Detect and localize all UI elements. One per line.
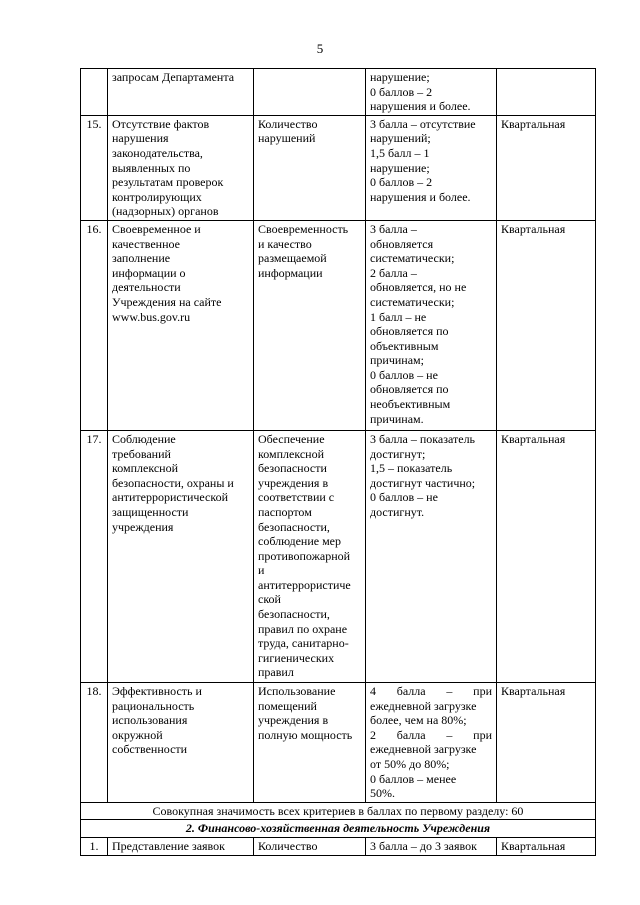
cell-line: 3 балла – отсутствие <box>370 116 476 131</box>
cell-line: Своевременность <box>258 221 349 236</box>
cell-line: собственности <box>112 742 188 757</box>
cell-line: Учреждения на сайте <box>112 294 222 309</box>
cell-line: (надзорных) органов <box>112 204 219 219</box>
cell-line: и <box>258 563 265 578</box>
criterion-cell <box>108 682 254 802</box>
criterion-cell <box>108 220 254 430</box>
cell-line: обновляется по <box>370 382 449 397</box>
cell-line: 1 балл – не <box>370 309 427 324</box>
cell-line: 1,5 балл – 1 <box>370 145 430 160</box>
cell-line: систематически; <box>370 251 455 266</box>
cell-line: ежедневной загрузке <box>370 742 477 757</box>
cell-line: помещений <box>258 698 317 713</box>
cell-line: использования <box>112 713 188 728</box>
cell-line: обновляется <box>370 236 434 251</box>
period-cell: Квартальная <box>497 220 596 430</box>
cell-line: гигиенических <box>258 650 335 665</box>
cell-line: паспортом <box>258 504 312 519</box>
cell-line: 0 баллов – 2 <box>370 175 433 190</box>
cell-line: размещаемой <box>258 251 327 266</box>
cell-line: Количество <box>258 116 318 131</box>
period-cell: Квартальная <box>497 115 596 220</box>
cell-line: ежедневной загрузке <box>370 698 477 713</box>
cell-line: 3 балла – до 3 заявок <box>370 838 477 853</box>
cell-line: нарушения и более. <box>370 189 471 204</box>
indicator-cell <box>254 837 366 855</box>
indicator-cell <box>254 115 366 220</box>
criterion-cell <box>108 430 254 682</box>
indicator-cell <box>254 682 366 802</box>
table-row-continuation <box>81 69 596 116</box>
cell-line: учреждения <box>112 519 174 534</box>
cell-line: Использование <box>258 683 336 698</box>
table-row <box>81 430 596 682</box>
criterion-cell <box>108 69 254 116</box>
cell-line: Эффективность и <box>112 683 202 698</box>
cell-line: правил <box>258 665 294 680</box>
cell-line: нарушения <box>112 131 169 146</box>
table-row <box>81 682 596 802</box>
period-cell: Квартальная <box>497 682 596 802</box>
cell-line: учреждения в <box>258 475 329 490</box>
period-cell: Квартальная <box>497 430 596 682</box>
cell-line: антитеррористиче <box>258 577 351 592</box>
criteria-table <box>80 68 596 856</box>
score-cell <box>366 682 497 802</box>
table-row <box>81 220 596 430</box>
cell-line: Количество <box>258 838 318 853</box>
score-cell <box>366 837 497 855</box>
cell-line: рациональность <box>112 698 195 713</box>
page-number: 5 <box>316 41 324 56</box>
cell-line: 0 баллов – менее <box>370 771 457 786</box>
cell-line: безопасности, <box>258 607 330 622</box>
cell-line: объективным <box>370 338 439 353</box>
section-title: 2. Финансово-хозяйственная деятельность Учреждения <box>81 820 596 838</box>
row-number: 16. <box>81 220 108 430</box>
cell-line: защищенности <box>112 504 189 519</box>
row-number <box>81 69 108 116</box>
section-total: Совокупная значимость всех критериев в баллах по первому разделу: 60 <box>81 802 596 820</box>
cell-line: заполнение <box>112 251 171 266</box>
cell-line: антитеррористической <box>112 490 229 505</box>
score-cell <box>366 115 497 220</box>
cell-line: полную мощность <box>258 727 353 742</box>
cell-line: качественное <box>112 236 180 251</box>
cell-line: Обеспечение <box>258 431 325 446</box>
cell-line: достигнут. <box>370 504 425 519</box>
cell-line: 4 балла – при <box>370 683 492 698</box>
cell-line: результатам проверок <box>112 175 224 190</box>
cell-line: законодательства, <box>112 145 203 160</box>
cell-line: труда, санитарно- <box>258 636 349 651</box>
cell-line: безопасности, охраны и <box>112 475 234 490</box>
cell-line: и качество <box>258 236 312 251</box>
cell-line: www.bus.gov.ru <box>112 309 191 324</box>
cell-line: 0 баллов – не <box>370 490 438 505</box>
criterion-cell <box>108 115 254 220</box>
cell-line: противопожарной <box>258 548 351 563</box>
row-number: 1. <box>81 837 108 855</box>
row-number: 15. <box>81 115 108 220</box>
cell-line: деятельности <box>112 280 181 295</box>
cell-line: 50%. <box>370 786 395 801</box>
cell-line: 2 балла – при <box>370 727 492 742</box>
section-header-row <box>81 820 596 838</box>
score-cell <box>366 220 497 430</box>
cell-line: систематически; <box>370 294 455 309</box>
cell-line: информации о <box>112 265 186 280</box>
row-number: 18. <box>81 682 108 802</box>
row-number: 17. <box>81 430 108 682</box>
cell-line: безопасности, <box>258 519 330 534</box>
cell-line: 3 балла – показатель <box>370 431 476 446</box>
cell-line: безопасности <box>258 461 327 476</box>
cell-line: учреждения в <box>258 713 329 728</box>
cell-line: достигнут частично; <box>370 475 476 490</box>
cell-line: информации <box>258 265 323 280</box>
cell-line: необъективным <box>370 397 451 412</box>
cell-line: Соблюдение <box>112 431 176 446</box>
cell-line: 2 балла – <box>370 265 417 280</box>
cell-line: окружной <box>112 727 163 742</box>
cell-line: нарушение; <box>370 70 430 84</box>
cell-line: нарушений; <box>370 131 431 146</box>
cell-line: обновляется, но не <box>370 280 467 295</box>
cell-line: Своевременное и <box>112 221 201 236</box>
cell-line: 3 балла – <box>370 221 417 236</box>
table-row <box>81 837 596 855</box>
cell-line: соблюдение мер <box>258 534 341 549</box>
criterion-cell <box>108 837 254 855</box>
indicator-cell <box>254 220 366 430</box>
cell-line: требований <box>112 446 171 461</box>
summary-row <box>81 802 596 820</box>
cell-line: Отсутствие фактов <box>112 116 210 131</box>
table-row <box>81 115 596 220</box>
cell-line: Представление заявок <box>112 838 225 853</box>
cell-line: комплексной <box>112 461 179 476</box>
period-cell <box>497 69 596 116</box>
cell-line: выявленных по <box>112 160 191 175</box>
cell-line: 1,5 – показатель <box>370 461 453 476</box>
cell-line: более, чем на 80%; <box>370 713 467 728</box>
cell-line: 0 баллов – 2 <box>370 84 433 99</box>
cell-line: нарушений <box>258 131 316 146</box>
score-cell <box>366 69 497 116</box>
cell-line: 0 баллов – не <box>370 367 438 382</box>
indicator-cell <box>254 69 366 116</box>
cell-line: обновляется по <box>370 324 449 339</box>
score-cell <box>366 430 497 682</box>
cell-line: нарушение; <box>370 160 430 175</box>
cell-line: контролирующих <box>112 189 202 204</box>
cell-line: причинам. <box>370 411 424 426</box>
cell-line: соответствии с <box>258 490 335 505</box>
cell-line: достигнут; <box>370 446 426 461</box>
cell-line: комплексной <box>258 446 325 461</box>
indicator-cell <box>254 430 366 682</box>
period-cell: Квартальная <box>497 837 596 855</box>
cell-line: от 50% до 80%; <box>370 756 450 771</box>
cell-line: нарушения и более. <box>370 99 471 114</box>
cell-line: запросам Департамента <box>112 70 235 84</box>
cell-line: ской <box>258 592 281 607</box>
cell-line: причинам; <box>370 353 424 368</box>
cell-line: правил по охране <box>258 621 348 636</box>
